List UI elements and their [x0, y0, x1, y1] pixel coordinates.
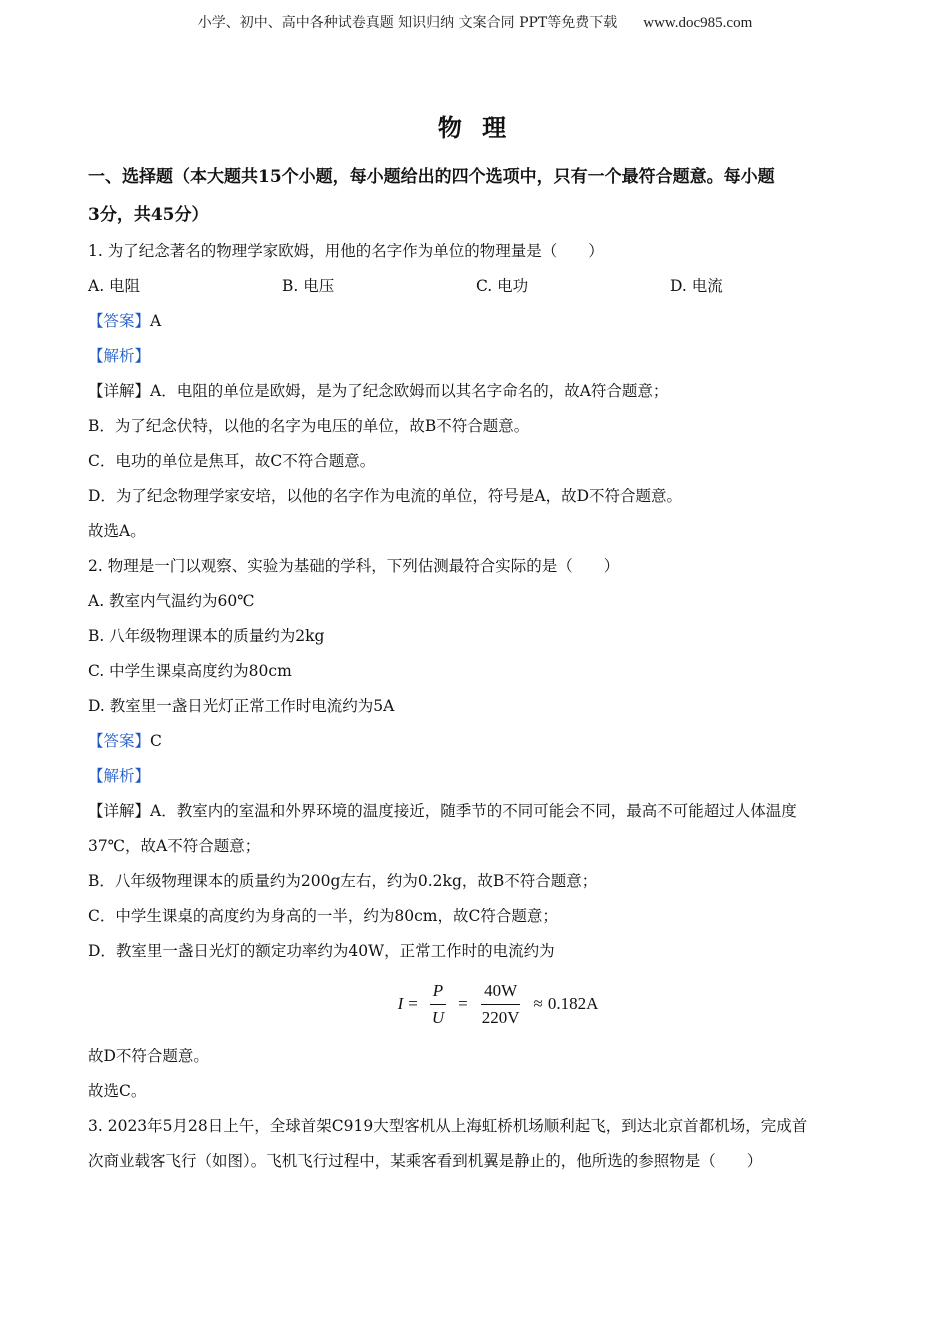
- q2-after-1: 故D不符合题意。: [88, 1047, 209, 1065]
- formula-numerator-value: 40W: [481, 981, 520, 1005]
- q2-conclusion: 故选C。: [88, 1082, 147, 1100]
- formula-denominator-u: U: [431, 1007, 445, 1027]
- formula-fraction-symbolic: [429, 981, 447, 1028]
- q2-answer-tag: 【答案】: [88, 732, 151, 750]
- q1-answer: [88, 304, 868, 339]
- q2-answer: [88, 724, 868, 759]
- page-title: 物 理: [437, 113, 513, 142]
- header-text: 小学、初中、高中各种试卷真题 知识归纳 文案合同 PPT等免费下载: [197, 15, 618, 31]
- header-site-link[interactable]: www.doc985.com: [643, 15, 753, 31]
- q1-detail-3: C．电功的单位是焦耳，故C不符合题意。: [88, 452, 376, 470]
- q3-stem-line2: 次商业载客飞行（如图）。飞机飞行过程中，某乘客看到机翼是静止的，他所选的参照物是（ ）: [88, 1152, 763, 1170]
- q1-analysis-tag: 【解析】: [88, 347, 151, 365]
- q2-option-d: D. 教室里一盏日光灯正常工作时电流约为5A: [88, 697, 395, 715]
- q1-option-d: D. 电流: [670, 277, 723, 295]
- q2-answer-value: C: [150, 732, 162, 750]
- formula-equals-1: =: [408, 994, 418, 1013]
- formula-denominator-value: 220V: [481, 1007, 520, 1027]
- q1-options: [88, 269, 868, 304]
- formula-fraction-values: [479, 981, 523, 1028]
- q2-detail-tag: 【详解】: [88, 802, 151, 820]
- section-heading-line1: 一、选择题（本大题共15个小题，每小题给出的四个选项中，只有一个最符合题意。每小题: [88, 167, 775, 187]
- q1-option-b: B. 电压: [282, 277, 335, 295]
- document-body: [88, 158, 868, 1179]
- formula-equals-2: =: [458, 994, 468, 1013]
- formula-numerator-p: P: [430, 981, 446, 1005]
- page-header: [0, 12, 950, 32]
- q2-analysis-tag: 【解析】: [88, 767, 151, 785]
- q1-detail-text-1: A．电阻的单位是欧姆，是为了纪念欧姆而以其名字命名的，故A符合题意；: [150, 382, 669, 400]
- q1-stem: 1. 为了纪念著名的物理学家欧姆，用他的名字作为单位的物理量是（ ）: [88, 242, 604, 260]
- q2-detail-text-1: A．教室内的室温和外界环境的温度接近，随季节的不同可能会不同，最高不可能超过人体温度: [150, 802, 797, 820]
- q1-answer-tag: 【答案】: [88, 312, 151, 330]
- q1-detail-tag: 【详解】: [88, 382, 151, 400]
- q1-option-c: C. 电功: [476, 277, 529, 295]
- q2-detail-3: B．八年级物理课本的质量约为200g左右，约为0.2kg，故B不符合题意；: [88, 872, 598, 890]
- formula-approx: ≈: [533, 994, 543, 1013]
- current-formula: [128, 969, 868, 1039]
- q1-answer-value: A: [150, 312, 162, 330]
- q2-stem: 2. 物理是一门以观察、实验为基础的学科，下列估测最符合实际的是（ ）: [88, 557, 620, 575]
- q1-detail-1: [88, 374, 868, 409]
- q2-option-a: A. 教室内气温约为60℃: [88, 592, 255, 610]
- q2-detail-4: C．中学生课桌的高度约为身高的一半，约为80cm，故C符合题意；: [88, 907, 558, 925]
- q1-option-a: A. 电阻: [88, 277, 141, 295]
- q1-detail-2: B．为了纪念伏特，以他的名字为电压的单位，故B不符合题意。: [88, 417, 530, 435]
- q2-detail-1: [88, 794, 868, 829]
- formula-result: 0.182A: [547, 994, 599, 1013]
- q2-detail-5: D．教室里一盏日光灯的额定功率约为40W，正常工作时的电流约为: [88, 942, 555, 960]
- q2-option-b: B. 八年级物理课本的质量约为2kg: [88, 627, 325, 645]
- q2-option-c: C. 中学生课桌高度约为80cm: [88, 662, 292, 680]
- q1-conclusion: 故选A。: [88, 522, 146, 540]
- q2-detail-2: 37℃，故A不符合题意；: [88, 837, 261, 855]
- q1-detail-4: D．为了纪念物理学家安培，以他的名字作为电流的单位，符号是A，故D不符合题意。: [88, 487, 683, 505]
- section-heading-line2: 3分，共45分）: [88, 205, 209, 225]
- formula-lhs: I: [397, 994, 404, 1013]
- q3-stem-line1: 3. 2023年5月28日上午，全球首架C919大型客机从上海虹桥机场顺利起飞，到达北京首都机场，完成首: [88, 1117, 808, 1135]
